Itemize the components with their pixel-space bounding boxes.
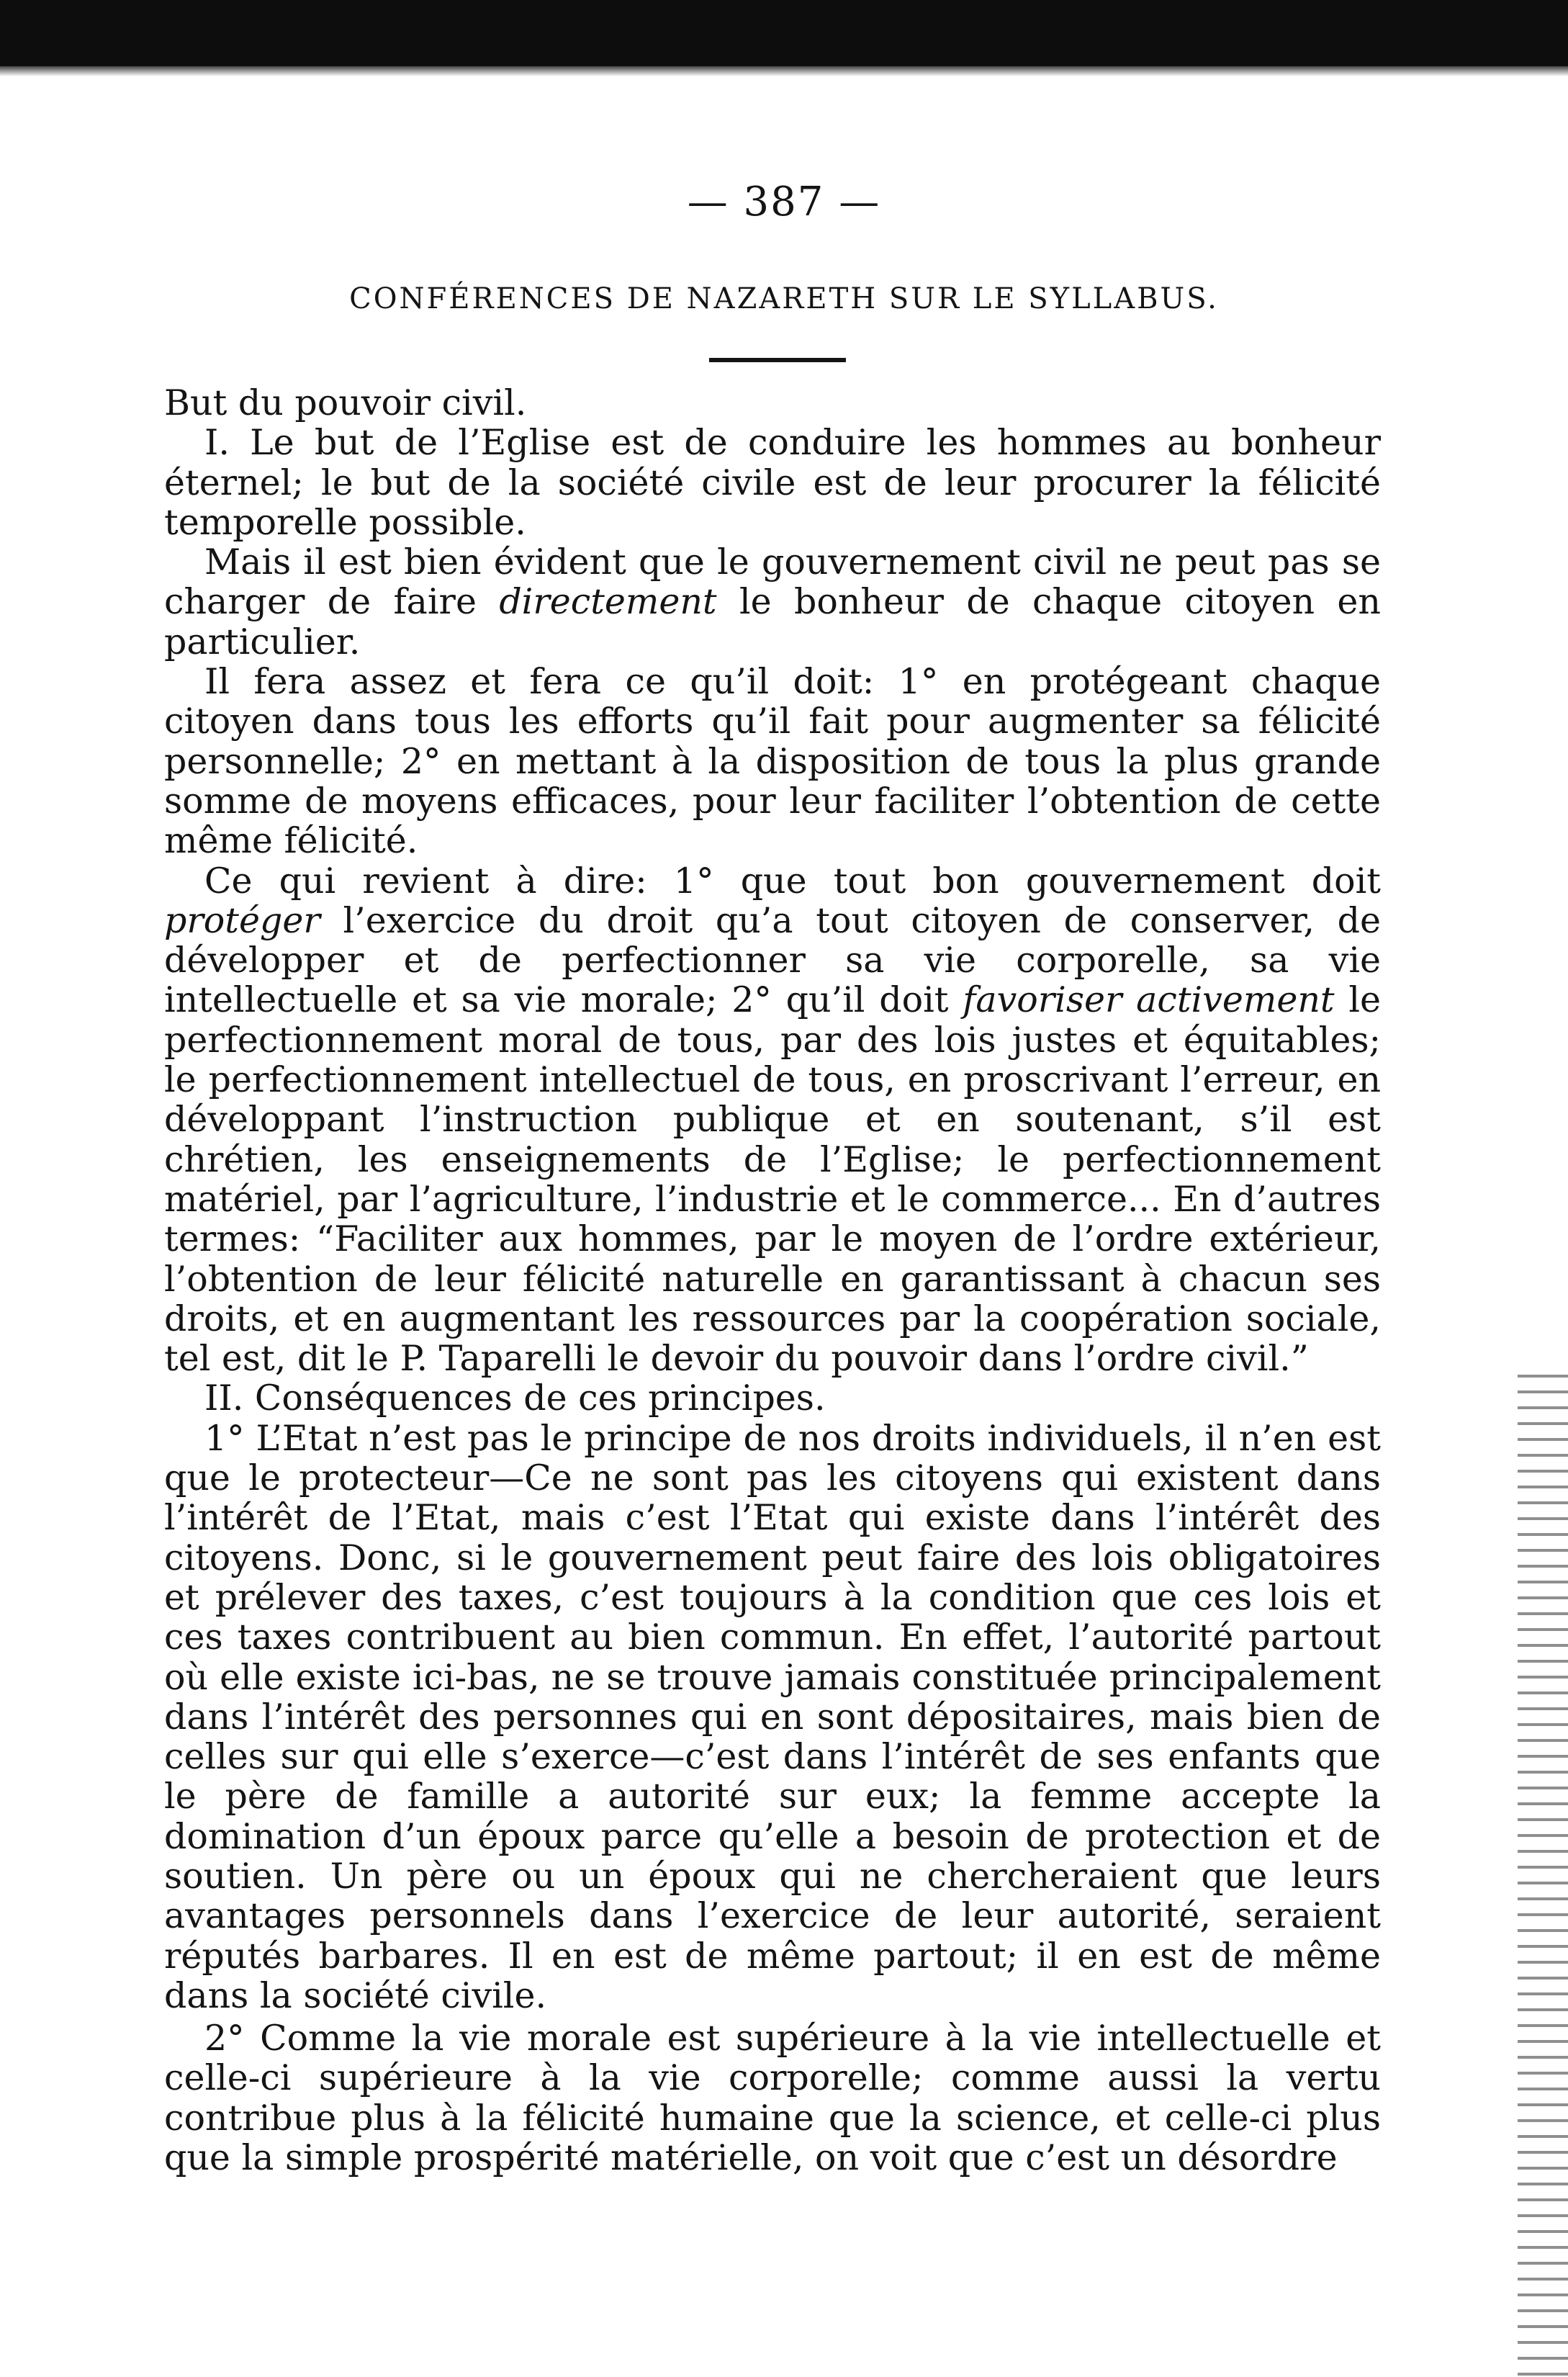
scan-top-border [0,0,1568,66]
running-title: CONFÉRENCES DE NAZARETH SUR LE SYLLABUS. [349,282,1219,315]
paragraph-7: 2° Comme la vie morale est supérieure à la vie intellectuelle et celle-ci supérieure à la vie corporelle; comme aussi la vertu contribue plus à la félicité humaine que la science, et celle-ci plus que la simple prospérité matérielle, on voit que c’est un désordre [164,2018,1381,2179]
paragraph-3: Il fera assez et fera ce qu’il doit: 1° en protégeant chaque citoyen dans tous les efforts qu’il fait pour augmenter sa félicité personnelle; 2° en mettant à la disposition de tous la plus grande somme de moyens efficaces, pour leur faciliter l’obtention de cette même félicité. [164,661,1381,862]
paragraph-4: Ce qui revient à dire: 1° que tout bon gouvernement doit protéger l’exercice du droit qu’a tout citoyen de conserver, de développer et de perfectionner sa vie corporelle, sa vie intellectuelle et sa vie morale; 2° qu’il doit favoriser activement le perfectionnement moral de tous, par des lois justes et équitables; le perfectionnement intellectuel de tous, en proscrivant l’erreur, en développant l’instruction publique et en soutenant, s’il est chrétien, les enseignements de l’Eglise; le perfectionnement matériel, par l’agriculture, l’industrie et le commerce... En d’autres termes: “Faciliter aux hommes, par le moyen de l’ordre extérieur, l’obtention de leur félicité naturelle en garantissant à chacun ses droits, et en augmentant les ressources par la coopération sociale, tel est, dit le P. Taparelli le devoir du pouvoir dans l’ordre civil.” [164,860,1381,1380]
page-body [164,383,1381,2178]
section-heading-2: II. Conséquences de ces principes. [204,1378,826,1419]
header-rule [709,358,846,362]
scan-top-shadow [0,66,1568,76]
emphasis-directement: directement [499,581,717,623]
scan-right-edge-noise [1518,1368,1568,2377]
paragraph-1: I. Le but de l’Eglise est de conduire les hommes au bonheur éternel; le but de la société civile est de leur procurer la félicité temporelle possible. [164,422,1381,543]
section-title: But du pouvoir civil. [164,382,527,423]
page-number: — 387 — [687,179,881,225]
emphasis-proteger: protéger [164,899,320,941]
paragraph-2: Mais il est bien évident que le gouvernement civil ne peut pas se charger de faire directement le bonheur de chaque citoyen en particulier. [164,542,1381,662]
paragraph-6: 1° L’Etat n’est pas le principe de nos droits individuels, il n’en est que le protecteur—Ce ne sont pas les citoyens qui existent dans l’intérêt de l’Etat, mais c’est l’Etat qui existe dans l’intérêt des citoyens. Donc, si le gouvernement peut faire des lois obligatoires et prélever des taxes, c’est toujours à la condition que ces lois et ces taxes contribuent au bien commun. En effet, l’autorité partout où elle existe ici-bas, ne se trouve jamais constituée principalement dans l’intérêt des personnes qui en sont dépositaires, mais bien de celles sur qui elle s’exerce—c’est dans l’intérêt de ses enfants que le père de famille a autorité sur eux; la femme accepte la domination d’un époux parce qu’elle a besoin de protection et de soutien. Un père ou un époux qui ne chercheraient que leurs avantages personnels dans l’exercice de leur autorité, seraient réputés barbares. Il en est de même partout; il en est de même dans la société civile. [164,1417,1381,2016]
emphasis-favoriser: favoriser activement [963,979,1335,1021]
